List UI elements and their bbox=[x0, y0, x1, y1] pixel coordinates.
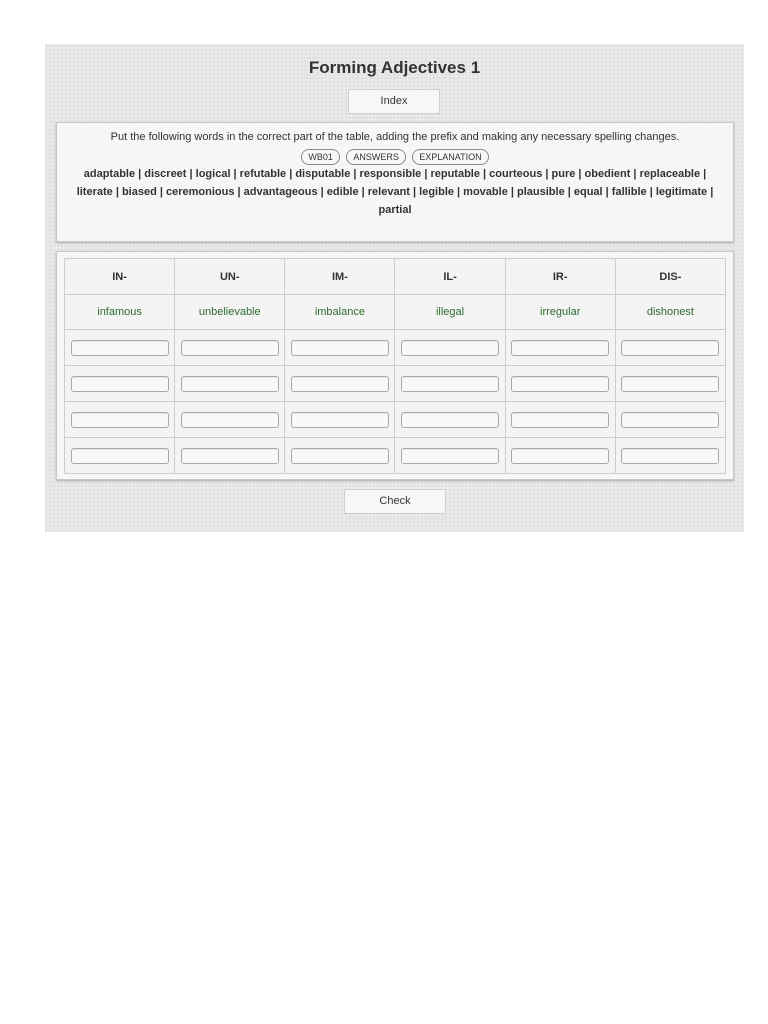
instructions-panel bbox=[56, 122, 734, 242]
index-button[interactable]: Index bbox=[348, 89, 440, 114]
answer-row bbox=[65, 366, 726, 402]
answer-cell bbox=[175, 330, 285, 366]
header-im: IM- bbox=[285, 259, 395, 295]
answer-cell bbox=[615, 402, 725, 438]
answers-link[interactable]: ANSWERS bbox=[346, 149, 406, 165]
example-il: illegal bbox=[395, 295, 505, 330]
answer-input-un[interactable] bbox=[181, 340, 279, 356]
example-in: infamous bbox=[65, 295, 175, 330]
answer-input-un[interactable] bbox=[181, 448, 279, 464]
answer-input-il[interactable] bbox=[401, 412, 499, 428]
answer-input-dis[interactable] bbox=[621, 340, 719, 356]
answer-cell bbox=[505, 402, 615, 438]
answer-input-in[interactable] bbox=[71, 340, 169, 356]
answer-cell bbox=[505, 366, 615, 402]
answer-input-ir[interactable] bbox=[511, 340, 609, 356]
answer-cell bbox=[395, 438, 505, 474]
answer-input-dis[interactable] bbox=[621, 412, 719, 428]
resource-links bbox=[57, 147, 733, 163]
answer-input-in[interactable] bbox=[71, 448, 169, 464]
answer-input-im[interactable] bbox=[291, 376, 389, 392]
answer-cell bbox=[285, 366, 395, 402]
answer-input-dis[interactable] bbox=[621, 376, 719, 392]
example-row bbox=[65, 295, 726, 330]
explanation-link[interactable]: EXPLANATION bbox=[412, 149, 488, 165]
answer-cell bbox=[505, 438, 615, 474]
answer-input-im[interactable] bbox=[291, 412, 389, 428]
instructions-text: Put the following words in the correct part of the table, adding the prefix and making any necessary spelling changes. bbox=[110, 131, 680, 143]
answer-input-ir[interactable] bbox=[511, 376, 609, 392]
answer-cell bbox=[285, 330, 395, 366]
answer-cell bbox=[395, 330, 505, 366]
answer-cell bbox=[505, 330, 615, 366]
answer-input-il[interactable] bbox=[401, 340, 499, 356]
answer-row bbox=[65, 402, 726, 438]
answer-cell bbox=[395, 366, 505, 402]
example-dis: dishonest bbox=[615, 295, 725, 330]
word-list: adaptable | discreet | logical | refutable | disputable | responsible | reputable | courteous | pure | obedient | replaceable | literate | biased | ceremonious | advantageous | edible | relevant | legible | movable | plausible | equal | fallible | legitimate | partial bbox=[76, 168, 714, 216]
answer-input-in[interactable] bbox=[71, 376, 169, 392]
answer-input-il[interactable] bbox=[401, 376, 499, 392]
answer-input-im[interactable] bbox=[291, 340, 389, 356]
header-ir: IR- bbox=[505, 259, 615, 295]
answer-row bbox=[65, 330, 726, 366]
check-button[interactable]: Check bbox=[344, 489, 446, 514]
answer-cell bbox=[615, 366, 725, 402]
wb01-link[interactable]: WB01 bbox=[301, 149, 340, 165]
answer-cell bbox=[175, 438, 285, 474]
answer-input-un[interactable] bbox=[181, 376, 279, 392]
header-in: IN- bbox=[65, 259, 175, 295]
table-panel bbox=[56, 251, 734, 480]
header-il: IL- bbox=[395, 259, 505, 295]
answer-input-ir[interactable] bbox=[511, 448, 609, 464]
answer-cell bbox=[615, 330, 725, 366]
example-im: imbalance bbox=[285, 295, 395, 330]
answer-input-im[interactable] bbox=[291, 448, 389, 464]
answer-cell bbox=[615, 438, 725, 474]
exercise-frame bbox=[45, 44, 744, 532]
answer-cell bbox=[285, 402, 395, 438]
answer-input-in[interactable] bbox=[71, 412, 169, 428]
example-un: unbelievable bbox=[175, 295, 285, 330]
header-dis: DIS- bbox=[615, 259, 725, 295]
answer-cell bbox=[175, 402, 285, 438]
answer-input-un[interactable] bbox=[181, 412, 279, 428]
header-un: UN- bbox=[175, 259, 285, 295]
answer-cell bbox=[65, 402, 175, 438]
answer-cell bbox=[175, 366, 285, 402]
answer-cell bbox=[285, 438, 395, 474]
answer-input-dis[interactable] bbox=[621, 448, 719, 464]
answer-input-ir[interactable] bbox=[511, 412, 609, 428]
example-ir: irregular bbox=[505, 295, 615, 330]
answer-input-il[interactable] bbox=[401, 448, 499, 464]
answer-cell bbox=[65, 438, 175, 474]
answer-cell bbox=[65, 330, 175, 366]
page-title: Forming Adjectives 1 bbox=[308, 58, 481, 77]
answer-cell bbox=[395, 402, 505, 438]
header-row bbox=[65, 259, 726, 295]
prefix-table bbox=[64, 258, 726, 474]
answer-cell bbox=[65, 366, 175, 402]
answer-row bbox=[65, 438, 726, 474]
